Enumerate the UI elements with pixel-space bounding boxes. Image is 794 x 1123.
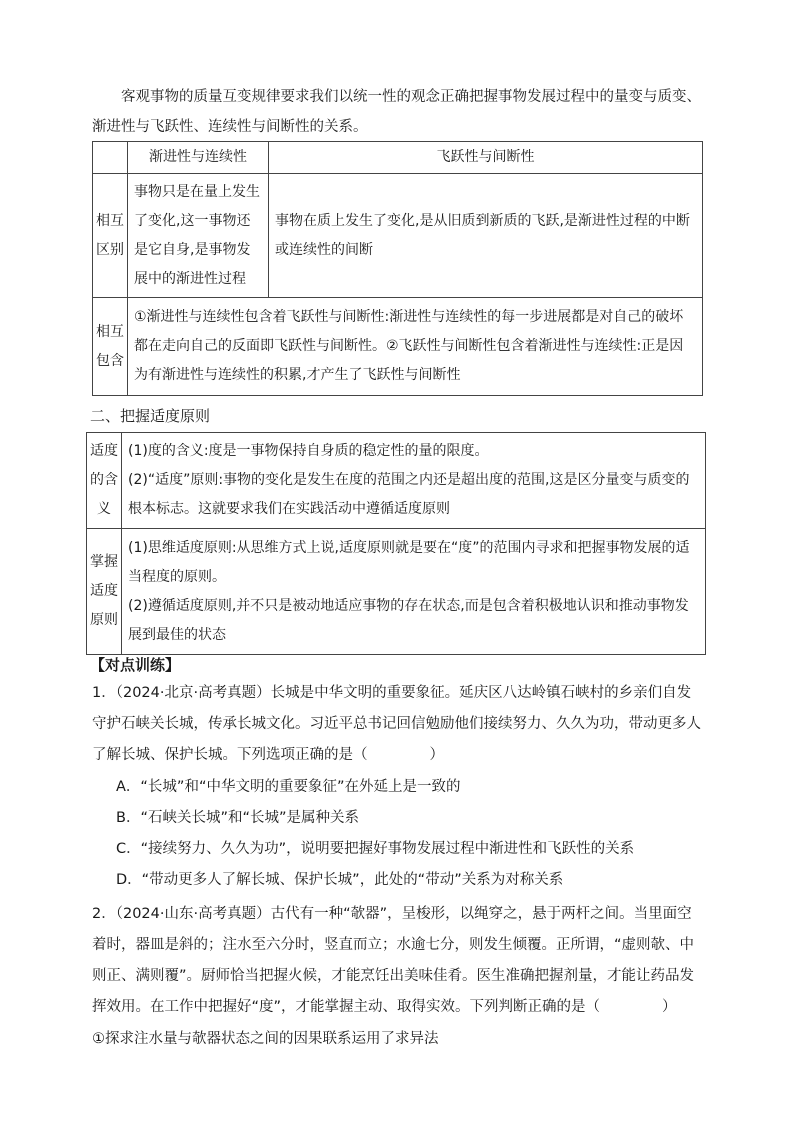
q1-option-c: C．“接续努力、久久为功”，说明要把握好事物发展过程中渐进性和飞跃性的关系 (116, 841, 635, 857)
question-1-stem (92, 678, 704, 771)
training-title: 【对点训练】 (90, 656, 181, 674)
row-label-difference: 相互区别 (93, 174, 128, 298)
cell-grasp (122, 529, 706, 655)
row-label-grasp: 掌握适度原则 (87, 529, 122, 655)
meaning-point-1: (1)度的含义:度是一事物保持自身质的稳定性的量的限度。 (128, 443, 489, 459)
cell-leap-difference: 事物在质上发生了变化,是从旧质到新质的飞跃,是渐进性过程的中断或连续性的间断 (269, 174, 703, 298)
question-1-close: ） (429, 747, 444, 763)
question-1-text: 1．（2024·北京·高考真题）长城是中华文明的重要象征。延庆区八达岭镇石峡村的乡亲们自发守护石峡关长城，传承长城文化。习近平总书记回信勉励他们接续努力、久久为功，带动更多人了解长城、保护长城。下列选项正确的是（ (92, 685, 701, 763)
q2-statement-1: ①探求注水量与欹器状态之间的因果联系运用了求异法 (92, 1031, 439, 1047)
q1-option-a: A．“长城”和“中华文明的重要象征”在外延上是一致的 (116, 779, 461, 795)
question-2-stem (92, 899, 704, 1023)
cell-inclusion: ①渐进性与连续性包含着飞跃性与间断性:渐进性与连续性的每一步进展都是对自己的破坏都在走向自己的反面即飞跃性与间断性。②飞跃性与间断性包含着渐进性与连续性:正是因为有渐进性与连续性的积累,才产生了飞跃性与间断性 (128, 298, 703, 396)
section-two-title: 二、把握适度原则 (90, 407, 211, 425)
question-2-close: ） (662, 999, 677, 1015)
meaning-point-2: (2)“适度”原则:事物的变化是发生在度的范围之内还是超出度的范围,这是区分量变与质变的根本标志。这就要求我们在实践活动中遵循适度原则 (128, 472, 690, 517)
cell-meaning (122, 433, 706, 529)
row-label-meaning: 适度的含义 (87, 433, 122, 529)
table-header-gradual: 渐进性与连续性 (128, 142, 269, 174)
row-label-inclusion: 相互包含 (93, 298, 128, 396)
grasp-point-2: (2)遵循适度原则,并不只是被动地适应事物的存在状态,而是包含着积极地认识和推动事物发展到最佳的状态 (128, 597, 689, 643)
q1-option-b: B．“石峡关长城”和“长城”是属种关系 (116, 810, 359, 826)
cell-gradual-difference: 事物只是在量上发生了变化,这一事物还是它自身,是事物发展中的渐进性过程 (128, 174, 269, 298)
grasp-point-1: (1)思维适度原则:从思维方式上说,适度原则就是要在“度”的范围内寻求和把握事物发展的适当程度的原则。 (128, 539, 690, 585)
moderation-table (86, 432, 706, 655)
table-corner-cell (93, 142, 128, 174)
q1-option-d: D．“带动更多人了解长城、保护长城”，此处的“带动”关系为对称关系 (116, 872, 564, 888)
table-header-leap: 飞跃性与间断性 (269, 142, 703, 174)
question-2-text: 2．（2024·山东·高考真题）古代有一种“欹器”，呈梭形，以绳穿之，悬于两杆之间。当里面空着时，器皿是斜的；注水至六分时，竖直而立；水逾七分，则发生倾覆。正所谓，“虚则欹、中则正、满则覆”。厨师恰当把握火候，才能烹饪出美味佳肴。医生准确把握剂量，才能让药品发挥效用。在工作中把握好“度”，才能掌握主动、取得实效。下列判断正确的是（ (92, 906, 695, 1015)
comparison-table (92, 141, 703, 396)
intro-paragraph: 客观事物的质量互变规律要求我们以统一性的观念正确把握事物发展过程中的量变与质变、渐进性与飞跃性、连续性与间断性的关系。 (92, 89, 701, 135)
